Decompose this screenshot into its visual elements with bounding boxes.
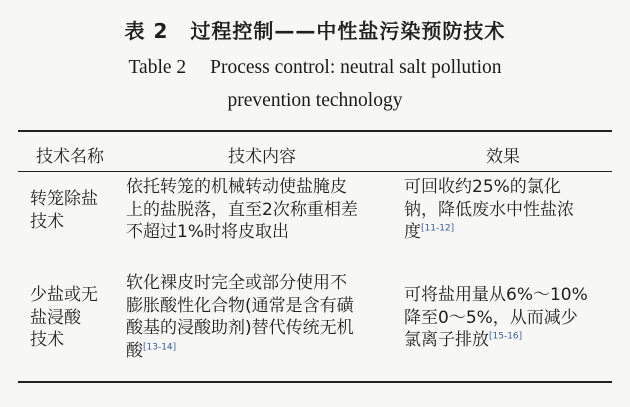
header-tech-name: 技术名称 xyxy=(36,147,104,167)
caption-en-title-line1: Process control: neutral salt pollution xyxy=(210,57,502,78)
row2-tech-name xyxy=(30,284,122,352)
row1-effect-citation[interactable]: [11-12] xyxy=(421,223,455,234)
row2-effect xyxy=(404,284,610,352)
caption-english-line2: prevention technology xyxy=(227,90,403,111)
row2-content-line: 酸基的浸酸助剂)替代传统无机 xyxy=(126,318,354,338)
row2-effect-citation[interactable]: [15-16] xyxy=(489,331,523,342)
row2-content-text: 酸 xyxy=(126,340,143,361)
row1-effect xyxy=(404,176,610,244)
row2-name-line: 技术 xyxy=(30,330,64,350)
row2-tech-content xyxy=(126,272,396,362)
row1-name-line: 转笼除盐 xyxy=(30,189,98,209)
caption-en-label: Table 2 xyxy=(128,57,187,78)
row2-name-line: 盐浸酸 xyxy=(30,307,81,328)
row2-effect-line-last xyxy=(404,329,610,352)
row2-effect-line: 可将盐用量从6%～10% xyxy=(404,285,588,305)
table-bottom-rule xyxy=(18,381,612,383)
header-tech-content: 技术内容 xyxy=(228,147,296,167)
row1-tech-content xyxy=(126,176,396,244)
caption-chinese xyxy=(0,15,630,44)
row1-effect-line-last xyxy=(404,221,610,244)
caption-english-line1 xyxy=(0,57,630,79)
row2-content-line: 膨胀酸性化合物(通常是含有磺 xyxy=(126,295,354,316)
row1-tech-name xyxy=(30,188,122,233)
row1-content-line: 不超过1%时将皮取出 xyxy=(126,222,289,242)
row1-name-line: 技术 xyxy=(30,211,64,232)
table-header-rule xyxy=(18,171,612,172)
caption-cn-title: 过程控制——中性盐污染预防技术 xyxy=(190,19,506,43)
row1-effect-line: 可回收约25%的氯化 xyxy=(404,177,561,197)
header-effect: 效果 xyxy=(486,147,520,167)
row1-content-line: 上的盐脱落，直至2次称重相差 xyxy=(126,199,358,220)
row2-name-line: 少盐或无 xyxy=(30,285,98,305)
caption-cn-label: 表 2 xyxy=(124,19,169,43)
row2-content-line: 软化裸皮时完全或部分使用不 xyxy=(126,273,347,293)
row2-content-citation[interactable]: [13-14] xyxy=(143,341,177,352)
row1-effect-line: 钠，降低废水中性盐浓 xyxy=(404,199,574,220)
row2-effect-line: 降至0～5%，从而减少 xyxy=(404,307,578,328)
row1-effect-text: 度 xyxy=(404,222,421,242)
row1-content-line: 依托转笼的机械转动使盐腌皮 xyxy=(126,177,347,197)
row2-content-line-last xyxy=(126,340,396,363)
row2-effect-text: 氯离子排放 xyxy=(404,330,489,350)
table-top-rule xyxy=(18,130,612,132)
